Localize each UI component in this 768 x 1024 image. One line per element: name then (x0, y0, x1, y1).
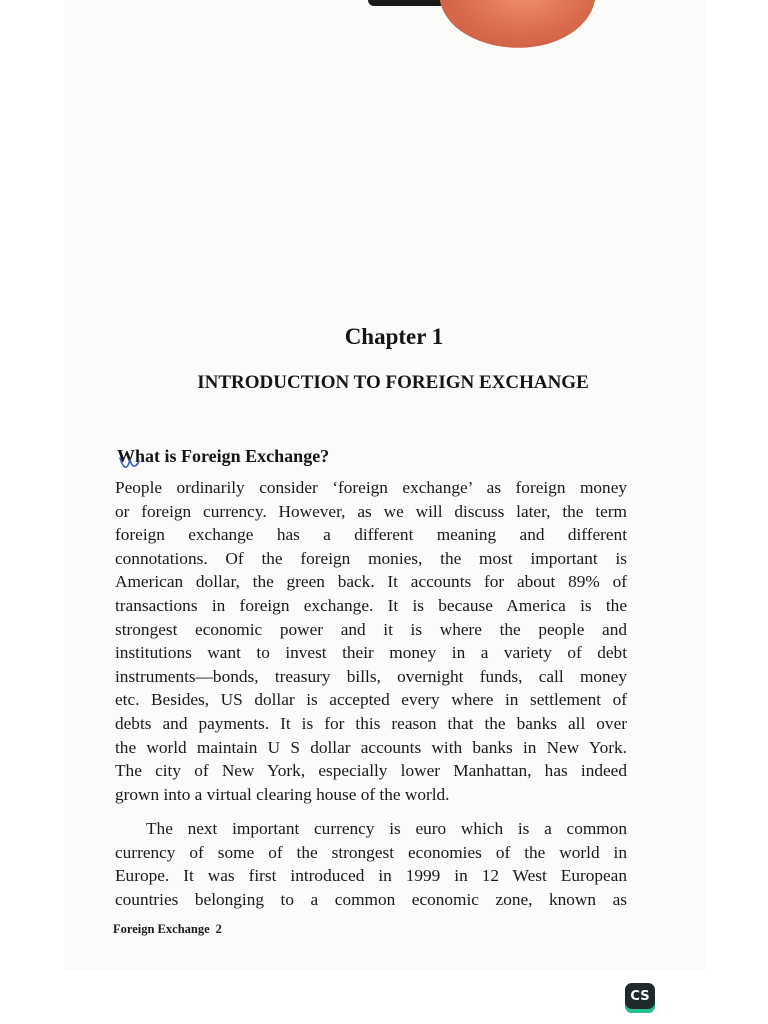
text-line: The city of New York, especially lower Manhattan, has indeed (115, 761, 627, 781)
text-line: The next important currency is euro which is a common (146, 819, 627, 838)
text-line: currency of some of the strongest economies of the world in (115, 842, 627, 862)
paragraph-1 (115, 476, 627, 806)
text-line: Europe. It was first introduced in 1999 in 12 West European (115, 866, 627, 886)
pen-underline-mark (118, 452, 148, 472)
text-line: debts and payments. It is for this reason that the banks all over (115, 713, 627, 733)
text-line: American dollar, the green back. It accounts for about 89% of (115, 572, 627, 592)
text-line: People ordinarily consider ‘foreign exchange’ as foreign money (115, 478, 627, 497)
text-line: institutions want to invest their money in a variety of debt (115, 643, 627, 663)
chapter-title: INTRODUCTION TO FOREIGN EXCHANGE (197, 372, 589, 393)
text-line: foreign exchange has a different meaning and different (115, 525, 627, 545)
section-heading: What is Foreign Exchange? (117, 446, 330, 466)
text-line: the world maintain U S dollar accounts with banks in New York. (115, 737, 627, 757)
footer-title: Foreign Exchange (113, 922, 210, 936)
text-line: grown into a virtual clearing house of the world. (115, 784, 450, 804)
text-line: etc. Besides, US dollar is accepted every where in settlement of (115, 690, 627, 710)
text-line: connotations. Of the foreign monies, the most important is (115, 548, 627, 568)
chapter-number: Chapter 1 (344, 324, 444, 349)
text-line: countries belonging to a common economic zone, known as (115, 889, 627, 909)
text-line: or foreign currency. However, as we will discuss later, the term (115, 501, 627, 521)
camscanner-badge[interactable]: CS (625, 983, 655, 1013)
text-line: strongest economic power and it is where the people and (115, 619, 627, 639)
footer-page-number: 2 (215, 922, 222, 936)
paragraph-2 (115, 817, 627, 911)
page-footer (113, 922, 222, 937)
text-line: instruments—bonds, treasury bills, overnight funds, call money (115, 666, 627, 686)
text-line: transactions in foreign exchange. It is because America is the (115, 595, 627, 615)
